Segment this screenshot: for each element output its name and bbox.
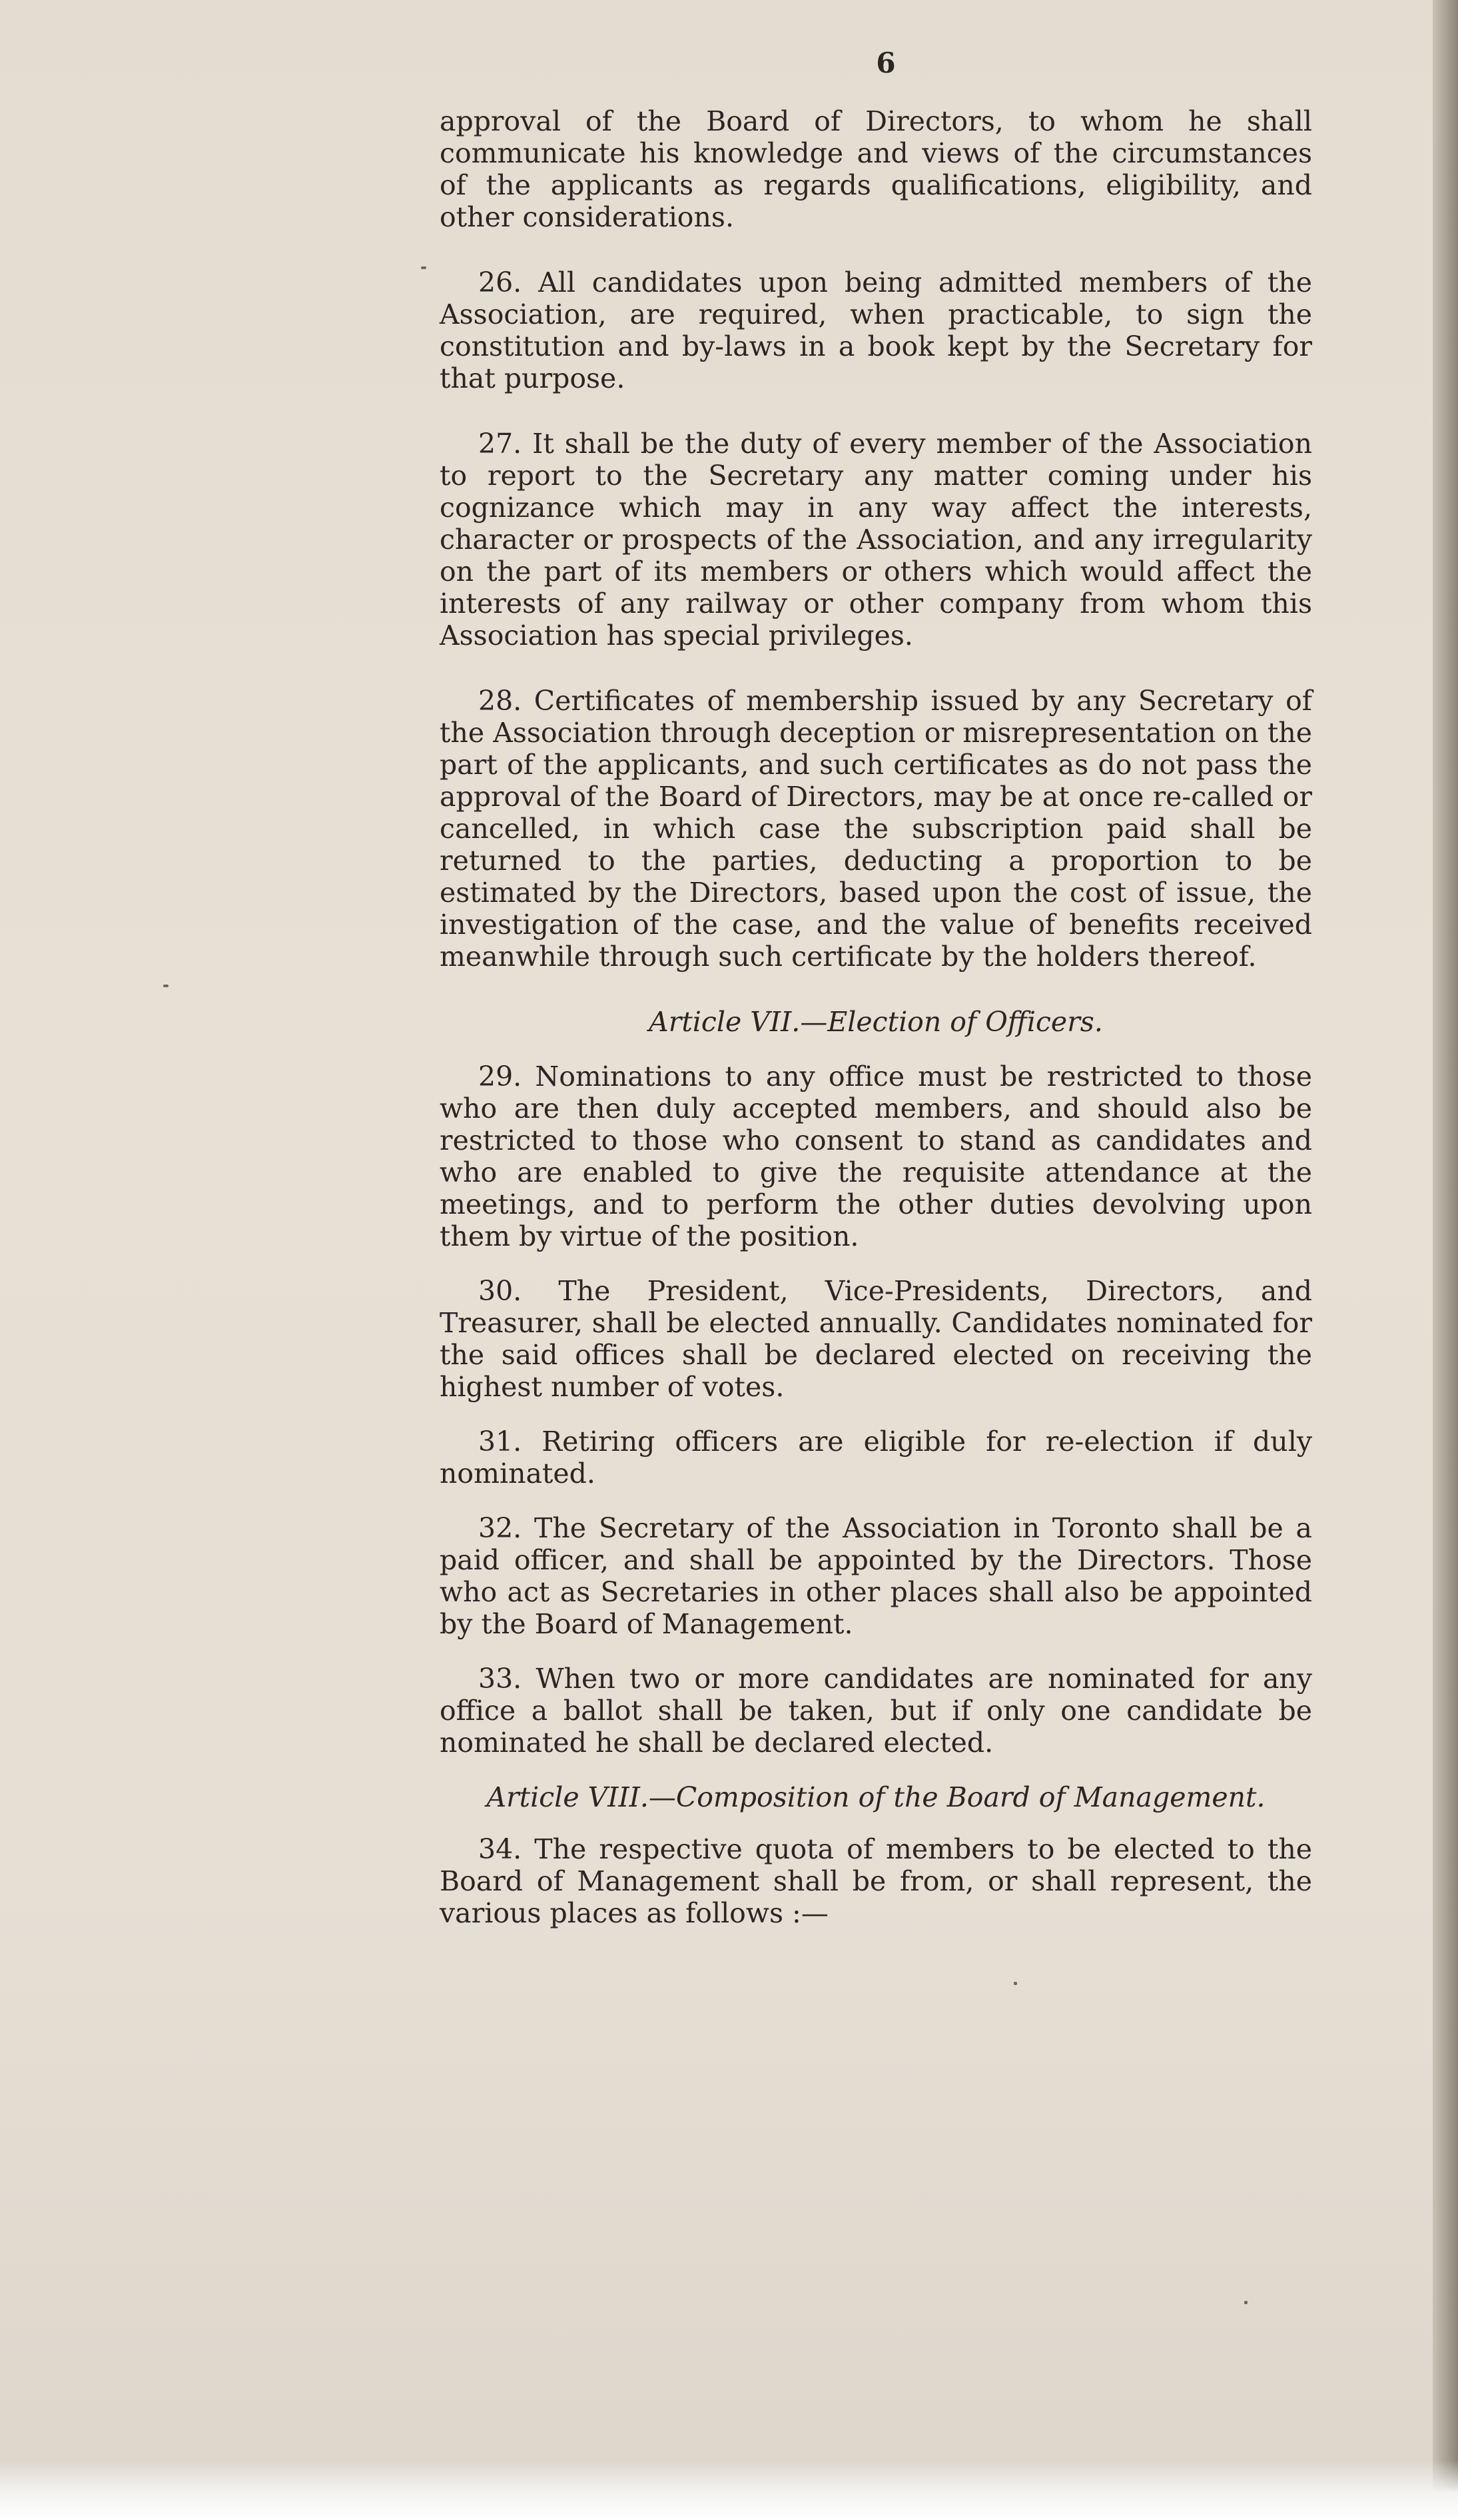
paragraph-number: 29. <box>478 1060 522 1092</box>
text-column <box>440 105 1312 1952</box>
page-bottom-margin <box>0 2460 1458 2520</box>
paragraph-number: 28. <box>478 685 522 717</box>
paragraph-28 <box>440 685 1312 973</box>
article-7-heading: Article VII.—Election of Officers. <box>649 1006 1103 1038</box>
paper-speck <box>1244 2301 1248 2304</box>
paragraph-26 <box>440 266 1312 394</box>
paragraph-text: approval of the Board of Directors, to whom he shall communicate his knowledge and views of the circumstances of the applicants as regards qualifications, eligibility, and other considerations. <box>440 105 1312 233</box>
paragraph-32 <box>440 1512 1312 1640</box>
page-number: 6 <box>876 47 896 79</box>
paragraph-34 <box>440 1833 1312 1929</box>
paragraph-text: Nominations to any office must be restricted to those who are then duly accepted members, and should also be restricted to those who consent to stand as candidates and who are enabled to give the requisite attendance at the meetings, and to perform the other duties devolving upon them by virtue of the position. <box>440 1060 1312 1252</box>
paragraph-number: 30. <box>478 1275 522 1307</box>
paragraph-text: It shall be the duty of every member of the Association to report to the Secretary any matter coming under his cognizance which may in any way affect the interests, character or prospects of the Association, and any irregularity on the part of its members or others which would affect the interests of any railway or other company from whom this Association has special privileges. <box>440 428 1312 651</box>
paragraph-number: 32. <box>478 1512 522 1544</box>
paragraph-number: 34. <box>478 1833 522 1865</box>
paragraph-33 <box>440 1663 1312 1759</box>
paragraph-text: Retiring officers are eligible for re-election if duly nominated. <box>440 1426 1312 1489</box>
paragraph-30 <box>440 1275 1312 1403</box>
paragraph-text: When two or more candidates are nominated for any office a ballot shall be taken, but if only one candidate be nominated he shall be declared elected. <box>440 1663 1312 1759</box>
paragraph-continued <box>440 105 1312 233</box>
paragraph-27 <box>440 428 1312 651</box>
article-8-heading: Article VIII.—Composition of the Board of Management. <box>486 1781 1266 1813</box>
paragraph-29 <box>440 1060 1312 1252</box>
paragraph-text: The respective quota of members to be elected to the Board of Management shall be from, or shall represent, the various places as follows :— <box>440 1833 1312 1929</box>
paragraph-text: The Secretary of the Association in Toronto shall be a paid officer, and shall be appointed by the Directors. Those who act as Secretaries in other places shall also be appointed by the Board of Management. <box>440 1512 1312 1640</box>
paragraph-text: The President, Vice-Presidents, Directors, and Treasurer, shall be elected annually. Candidates nominated for the said offices shall be declared elected on receiving the highest number of votes. <box>440 1275 1312 1403</box>
paragraph-number: 27. <box>478 428 522 460</box>
paper-speck <box>1014 1982 1017 1985</box>
paragraph-text: All candidates upon being admitted members of the Association, are required, when practicable, to sign the constitution and by-laws in a book kept by the Secretary for that purpose. <box>440 266 1312 394</box>
paper-speck <box>163 985 169 987</box>
paragraph-31 <box>440 1426 1312 1489</box>
paper-speck <box>421 266 426 269</box>
page-edge-shadow <box>1433 0 1458 2520</box>
paragraph-text: Certificates of membership issued by any Secretary of the Association through deception or misrepresentation on the part of the applicants, and such certificates as do not pass the approval of the Board of Directors, may be at once re-called or cancelled, in which case the subscription paid shall be returned to the parties, deducting a proportion to be estimated by the Directors, based upon the cost of issue, the investigation of the case, and the value of benefits received meanwhile through such certificate by the holders thereof. <box>440 685 1312 973</box>
paragraph-number: 33. <box>478 1663 522 1695</box>
paragraph-number: 31. <box>478 1426 522 1458</box>
paragraph-number: 26. <box>478 266 522 298</box>
